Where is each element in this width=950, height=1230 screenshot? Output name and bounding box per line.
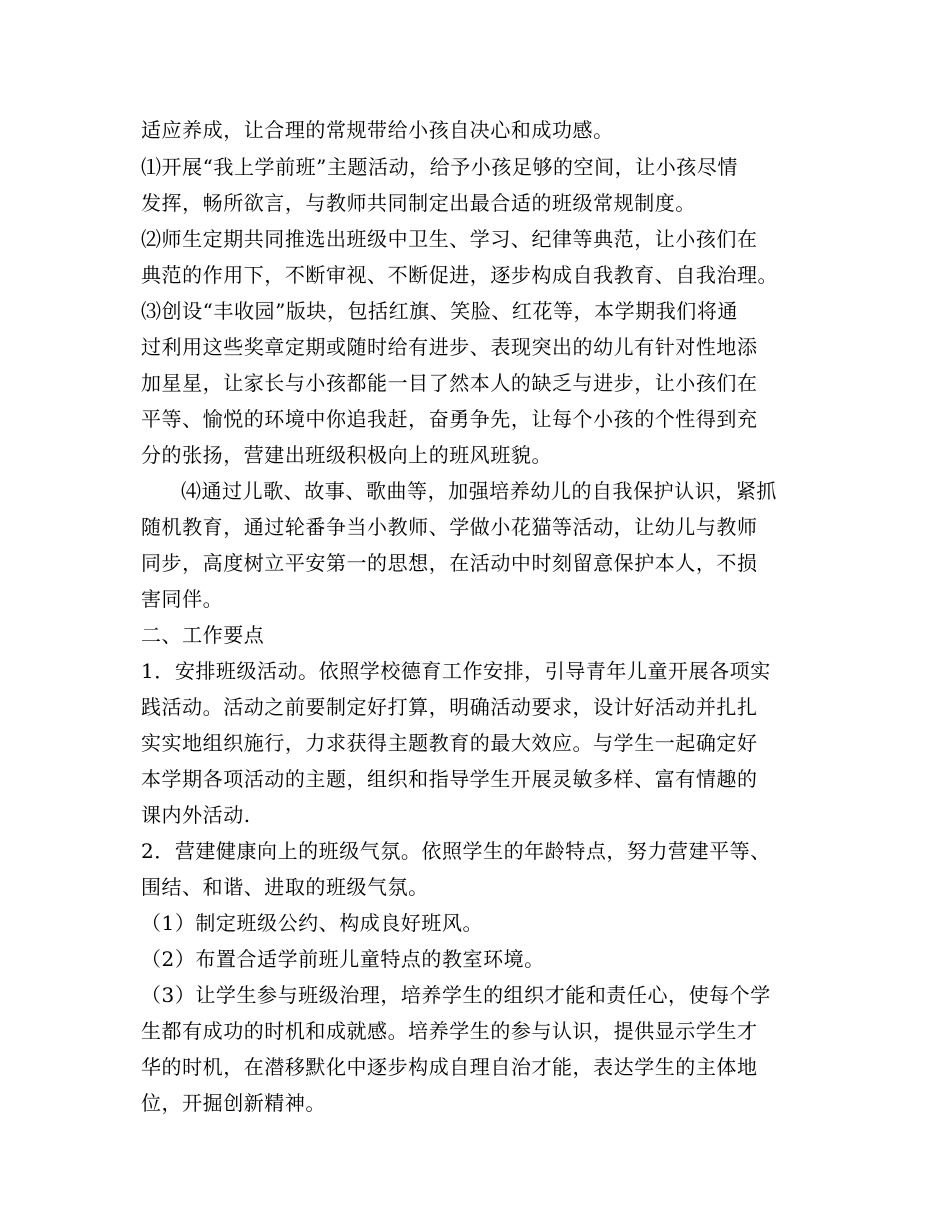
body-text-line: ⑶创设“丰收园”版块，包括红旗、笑脸、红花等，本学期我们将通	[141, 299, 738, 323]
body-text-line: 2．营建健康向上的班级气氛。依照学生的年龄特点，努力营建平等、	[141, 839, 771, 863]
body-text-line: 践活动。活动之前要制定好打算，明确活动要求，设计好活动并扎扎	[141, 695, 758, 719]
body-text-line: 实实地组织施行，力求获得主题教育的最大效应。与学生一起确定好	[141, 731, 758, 755]
body-text-line: 同步，高度树立平安第一的思想，在活动中时刻留意保护本人，不损	[141, 551, 758, 575]
body-text-line: （3）让学生参与班级治理，培养学生的组织才能和责任心，使每个学	[141, 983, 771, 1007]
body-text-line: 生都有成功的时机和成就感。培养学生的参与认识，提供显示学生才	[141, 1019, 758, 1043]
body-text-line: （1）制定班级公约、构成良好班风。	[141, 911, 484, 935]
body-text-line: 1．安排班级活动。依照学校德育工作安排，引导青年儿童开展各项实	[141, 659, 771, 683]
body-text-line: 典范的作用下，不断审视、不断促进，逐步构成自我教育、自我治理。	[141, 263, 779, 287]
body-text-line: 适应养成，让合理的常规带给小孩自决心和成功感。	[141, 118, 614, 142]
body-text-line: （2）布置合适学前班儿童特点的教室环境。	[141, 947, 545, 971]
body-text-line: 平等、愉悦的环境中你追我赶，奋勇争先，让每个小孩的个性得到充	[141, 407, 758, 431]
body-text-line: ⑵师生定期共同推选出班级中卫生、学习、纪律等典范，让小孩们在	[141, 227, 758, 251]
body-text-line: 位，开掘创新精神。	[141, 1091, 326, 1115]
body-text-line: 本学期各项活动的主题，组织和指导学生开展灵敏多样、富有情趣的	[141, 767, 758, 791]
body-text-line: 发挥，畅所欲言，与教师共同制定出最合适的班级常规制度。	[141, 191, 696, 215]
body-text-line: ⑷通过儿歌、故事、歌曲等，加强培养幼儿的自我保护认识，紧抓	[181, 479, 777, 503]
body-text-line: 围结、和谐、进取的班级气氛。	[141, 875, 429, 899]
body-text-line: ⑴开展“我上学前班”主题活动，给予小孩足够的空间，让小孩尽情	[141, 155, 738, 179]
body-text-line: 华的时机，在潜移默化中逐步构成自理自治才能，表达学生的主体地	[141, 1055, 758, 1079]
body-text-line: 过利用这些奖章定期或随时给有进步、表现突出的幼儿有针对性地添	[141, 335, 758, 359]
body-text-line: 害同伴。	[141, 587, 224, 611]
body-text-line: 随机教育，通过轮番争当小教师、学做小花猫等活动，让幼儿与教师	[141, 515, 758, 539]
body-text-line: 加星星，让家长与小孩都能一目了然本人的缺乏与进步，让小孩们在	[141, 371, 758, 395]
body-text-line: 课内外活动.	[141, 803, 251, 827]
section-heading: 二、工作要点	[141, 623, 265, 647]
body-text-line: 分的张扬，营建出班级积极向上的班风班貌。	[141, 443, 552, 467]
